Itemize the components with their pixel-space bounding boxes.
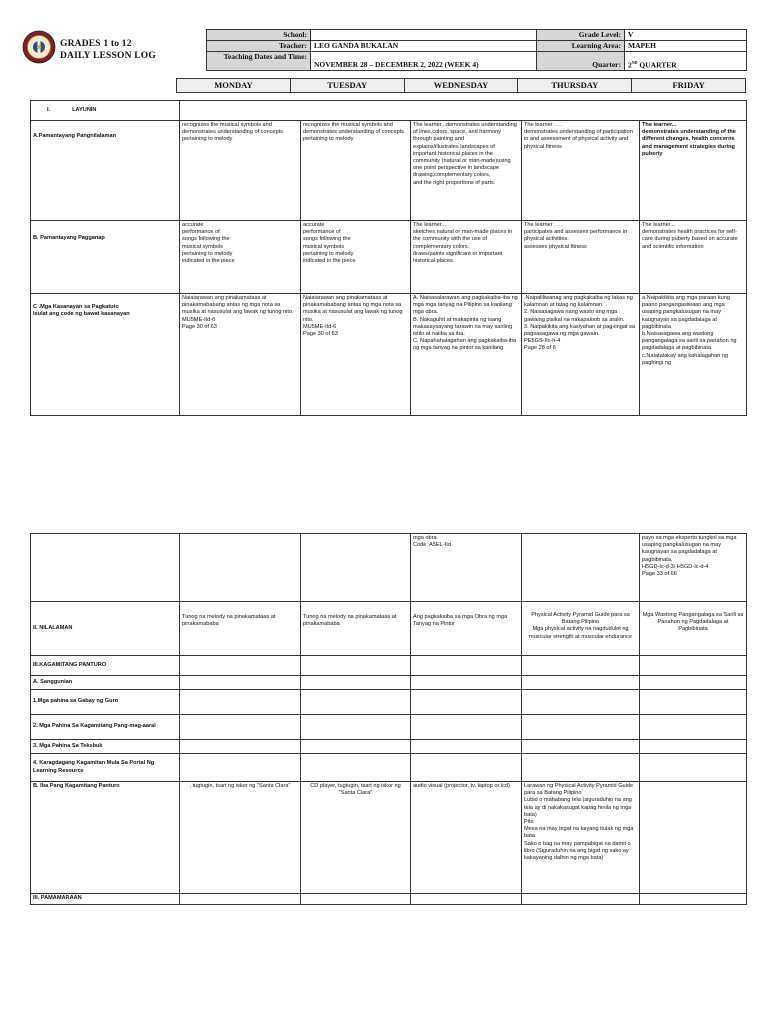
nilalaman-thursday: Physical Activity Pyramid Guide para sa Batang Pilipino Mga physical activity na nagdudulot ng muscular strength at muscular endurance <box>522 602 640 656</box>
school-label: School: <box>207 30 311 41</box>
kagamitang-panturo-label: III.KAGAMITANG PANTURO <box>31 656 180 676</box>
pamamaraan-label: III. PAMAMARAAN <box>31 894 180 905</box>
karagdagang-kagamitan-label: 4. Karagdagang Kagamitan Mula Sa Portal Ng Learning Resource <box>31 754 180 782</box>
weekday-header-row <box>176 78 746 93</box>
continuation-wednesday: mga obra. Code: A5EL-IId <box>411 534 522 602</box>
kasanayan-tuesday: Naiaiarawan ang pinakamataas at pinakamababang antas ng mga nota sa musika at nasusulat ang lawak ng tunog nito. MU5ME-IId-6 Page 30 of 63 <box>301 294 411 416</box>
kasanayan-thursday: .Naipaliliwanag ang pagkakaiba ng lakas ng kalamnan at tatag ng kalamnan. 2. Naisasagawa nang wasto ang mga gawaing pisikal na nakapaloob sa aralin. 3. Naipakikita ang kasiyahan at pag-iingat sa pagsasagawa ng mga gawain. PE5GS-IIc-h-4 Page 28 of 6 <box>522 294 640 416</box>
day-thursday: THURSDAY <box>518 79 632 93</box>
iba-pang-kagamitan-label: B. Iba Pang Kagamitang Panturo <box>31 782 180 894</box>
title-line-2: DAILY LESSON LOG <box>60 51 156 61</box>
grade-level-value: V <box>625 30 747 41</box>
sanggunian-label: A. Sanggunian <box>31 676 180 690</box>
layunin-header: I. LAYUNIN <box>31 101 180 121</box>
pangnilalaman-tuesday: recognizes the musical symbols and demonstrates understanding of concepts pertaining to melody <box>301 121 411 221</box>
kasanayan-wednesday: A. Naisasalarawan ang pagkakaiba-iba ng mga mga tanyag na Pilipino sa kanilang mga obra. B. Nakaguhit at makapinta ng isang makasaysayang tarawin na may sariling istilo at naiiba sa iba. C. Napahahalagahan ang pagkakaiba-iba ng mga tanyag na pintor sa kanilang <box>411 294 522 416</box>
day-tuesday: TUESDAY <box>290 79 404 93</box>
learning-area-label: Learning Area: <box>537 41 625 52</box>
quarter-label: Quarter: <box>537 52 625 71</box>
pagganap-wednesday: The learner... sketches natural or man-made places in the community with the use of complementary colors. draws/paints significant or important historical places. <box>411 221 522 294</box>
continuation-label-blank <box>31 534 180 602</box>
grade-level-label: Grade Level: <box>537 30 625 41</box>
day-monday: MONDAY <box>177 79 291 93</box>
continuation-friday: payo sa mga eksperto tungkol sa mga usaping pangkalusugan na may kaugnayan sa pagdadalaga at pagbibinata. H5GD-Ic-d-3/ H5GD-Ic-d-4 Page 33 of 66 <box>640 534 747 602</box>
pangnilalaman-friday: The learner... demonstrates understanding of the different changes, health concerns and management strategies during puberty <box>640 121 747 221</box>
row-kasanayan-label: C .Mga Kasanayan sa Pagkatuto Isulat ang code ng bawat kasanayan <box>31 294 180 416</box>
deped-seal-logo <box>22 30 56 64</box>
day-wednesday: WEDNESDAY <box>404 79 518 93</box>
teacher-value: LEO GANDA BUKALAN <box>311 41 537 52</box>
iba-pang-kagamitan-friday <box>640 782 747 894</box>
nilalaman-label: II. NILALAMAN <box>31 602 180 656</box>
continuation-thursday <box>522 534 640 602</box>
iba-pang-kagamitan-monday: , tugtugin, tsart ng iskor ng "Santa Clara" <box>180 782 301 894</box>
iba-pang-kagamitan-tuesday: CD player, tugtugin, tsart ng iskor ng "Santa Clara" <box>301 782 411 894</box>
document-title <box>60 38 156 62</box>
nilalaman-friday: Mga Wastong Pangangalaga sa Sarili sa Panahon ng Pagdadalaga at Pagbibinata <box>640 602 747 656</box>
row-pamantayang-pagganap-label: B. Pamantayang Pagganap <box>31 221 180 294</box>
nilalaman-wednesday: Ang pagkakaiba sa mga Obra ng mga Tanyag na Pintor <box>411 602 522 656</box>
pangnilalaman-thursday: The learner . . . demonstrates understanding of participation in and assessment of physical activity and physical fitness <box>522 121 640 221</box>
kasanayan-friday: a.Naipakikita ang mga paraan kung paano pangangasiwaan ang mga usaping pangkalusugan na may kaugnayan sa pagdadalaga at pagbibinata b.Naisasagawa ang wastong pangangalaga sa sarili sa panahon ng pagdadalaga at pagbibinata c.Natatalakay ang kahalagahan ng paghingi ng <box>640 294 747 416</box>
row-pamantayang-pangnilalaman-label: A.Pamantayang Pangnilalaman <box>31 121 180 221</box>
learning-area-value: MAPEH <box>625 41 747 52</box>
pagganap-monday: accurate performance of songs following the musical symbols pertaining to melody indicated in the piece <box>180 221 301 294</box>
title-line-1: GRADES 1 to 12 <box>60 39 132 49</box>
continuation-tuesday <box>301 534 411 602</box>
pagganap-friday: The learner... demonstrates health practices for self-care during puberty based on accurate and scientific information <box>640 221 747 294</box>
lesson-log-table-page1 <box>30 100 747 416</box>
teaching-dates-label: Teaching Dates and Time: <box>207 52 311 71</box>
day-friday: FRIDAY <box>632 79 746 93</box>
kasanayan-monday: Naiaiarawan ang pinakamataas at pinakamababang antas ng mga nota sa musika at nasusulat ang lawak ng tunog nito. MU5ME-IId-6 Page 30 of 63 <box>180 294 301 416</box>
pangnilalaman-wednesday: The learner...demonstrates understanding of lines,colors, space, and harmony through painting and explains/illustrates landscapes of important historical places in the community (natural or man-made)using one point perspective in landscape drawing,complementary colors, and the right proportions of parts. <box>411 121 522 221</box>
teacher-label: Teacher: <box>207 41 311 52</box>
teaching-dates-value: NOVEMBER 28 – DECEMBER 2, 2022 (WEEK 4) <box>311 52 537 71</box>
nilalaman-tuesday: Tunog na melody na pinakamataas at pinakamababa <box>301 602 411 656</box>
pagganap-tuesday: accurate performance of songs following the musical symbols pertaining to melody indicated in the piece <box>301 221 411 294</box>
teksbuk-label: 3. Mga Pahina Sa Teksbuk <box>31 740 180 754</box>
gabay-ng-guro-label: 1.Mga pahina sa Gabay ng Guro <box>31 690 180 715</box>
header-info-table <box>206 29 747 71</box>
nilalaman-monday: Tunog na melody na pinakamataas at pinakamababa <box>180 602 301 656</box>
layunin-blank <box>180 101 747 121</box>
school-value <box>311 30 537 41</box>
iba-pang-kagamitan-wednesday: audio visual (projector, tv, laptop or lcd) <box>411 782 522 894</box>
pagganap-thursday: The learner . . . participates and assesses performance in physical activities. assesses physical fitness <box>522 221 640 294</box>
iba-pang-kagamitan-thursday: Larawan ng Physical Activity Pyramid Guide para sa Batang Pilipino Lubid o mahabang tela (siguraduhin na ang tela ay di nakakasugat kapag hinila ng mga bata) Pito Mesa na may bigat na kayang itulak ng mga bata Sako o bag na may pampabigat na damit o libro (Siguraduhin na ang bigat ng sako ay kakayaning dalhin ng mga bata) <box>522 782 640 894</box>
continuation-monday <box>180 534 301 602</box>
lesson-log-table-page2 <box>30 533 747 905</box>
pangnilalaman-monday: recognizes the musical symbols and demonstrates understanding of concepts pertaining to melody <box>180 121 301 221</box>
kagamitang-pang-mag-aaral-label: 2. Mga Pahina Sa Kagamitang Pang-mag-aaral <box>31 715 180 740</box>
quarter-value: 2ND QUARTER <box>625 52 747 71</box>
